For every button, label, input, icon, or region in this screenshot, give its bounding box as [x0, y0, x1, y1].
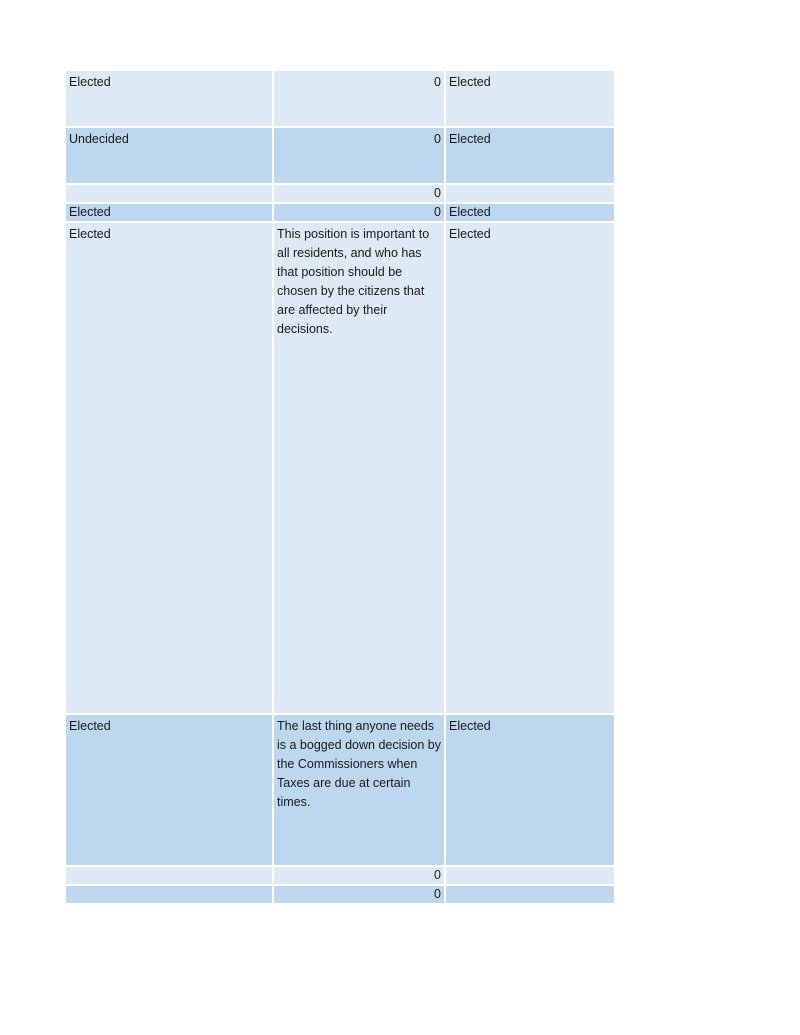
table-cell: 0 — [274, 204, 444, 221]
table-cell — [446, 886, 614, 903]
table-cell: Elected — [446, 223, 614, 713]
table-cell — [66, 185, 272, 202]
table-cell: Undecided — [66, 128, 272, 183]
table-row — [66, 204, 614, 221]
table-cell: 0 — [274, 185, 444, 202]
table-row — [66, 128, 614, 183]
table-cell: 0 — [274, 128, 444, 183]
table-row — [66, 886, 614, 903]
table-cell: Elected — [446, 715, 614, 865]
table-row — [66, 185, 614, 202]
table-cell: Elected — [66, 71, 272, 126]
table-cell: Elected — [66, 715, 272, 865]
spreadsheet-table — [66, 71, 614, 903]
table-row — [66, 223, 614, 713]
table-cell — [446, 185, 614, 202]
table-cell: Elected — [446, 128, 614, 183]
table-cell — [66, 886, 272, 903]
table-row — [66, 715, 614, 865]
table-cell: Elected — [66, 204, 272, 221]
table-cell: 0 — [274, 886, 444, 903]
table-cell: Elected — [446, 204, 614, 221]
table-cell: Elected — [66, 223, 272, 713]
table-cell: The last thing anyone needs is a bogged down decision by the Commissioners when Taxes are due at certain times. — [274, 715, 444, 865]
table-cell — [446, 867, 614, 884]
table-cell: This position is important to all residents, and who has that position should be chosen by the citizens that are affected by their decisions. — [274, 223, 444, 713]
table-cell — [66, 867, 272, 884]
table-cell: Elected — [446, 71, 614, 126]
table-row — [66, 71, 614, 126]
table-cell: 0 — [274, 867, 444, 884]
table-cell: 0 — [274, 71, 444, 126]
table-row — [66, 867, 614, 884]
